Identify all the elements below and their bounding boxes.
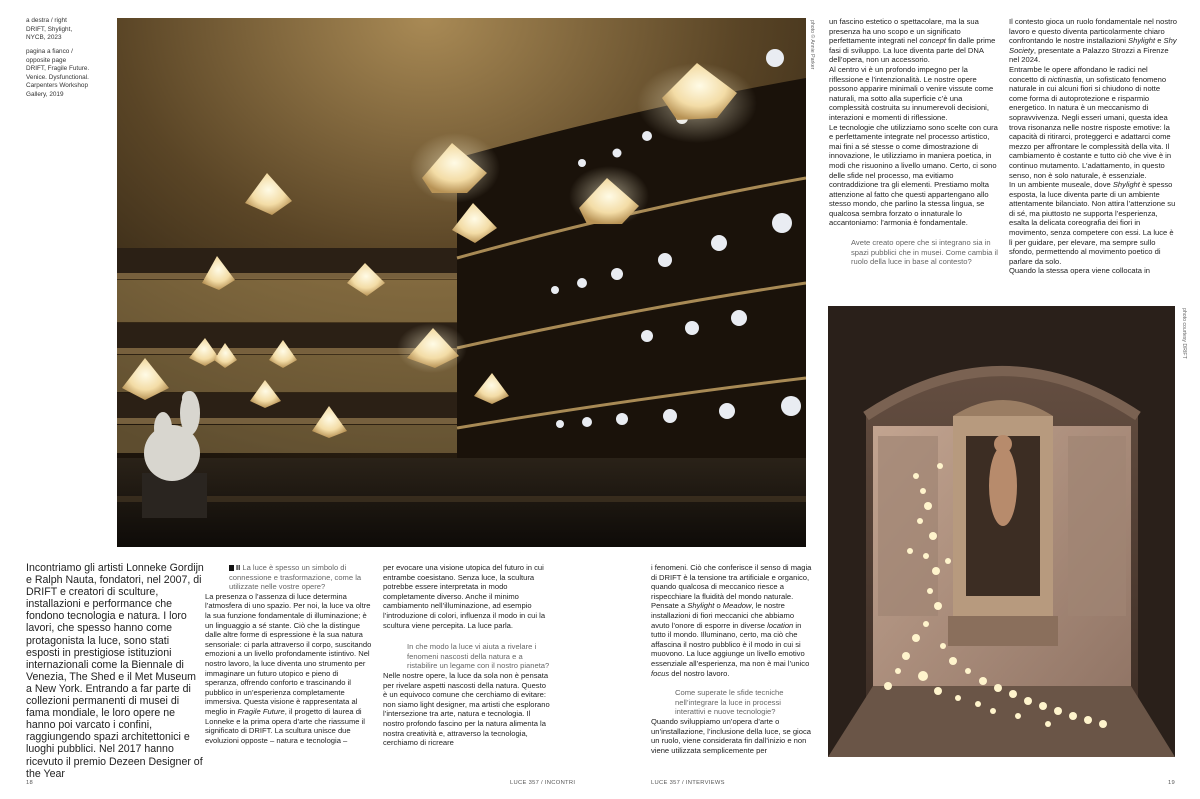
photo-fragile-future-venice [828,306,1175,757]
page-number-right: 19 [1168,780,1176,786]
shylight-photo-illustration [117,18,806,547]
answer-3: Quando sviluppiamo un’opera d’arte o un’installazione, l’inclusione della luce, se gioca un ruolo, viene considerata fin dall’inizio e non viene utilizzata semplicemente per [651,716,811,755]
answer-1: La presenza o l’assenza di luce determina l’atmosfera di uno spazio. Per noi, la luce va oltre la sua funzione fondamentale di illuminazione; è un linguaggio a sé stante. Ciò che la distingue dalle altre forme di espressione è la sua natura sensoriale: ci parla attraverso il corpo, suscitando emozioni a un livello profondamente istintivo. Nel nostro lavoro, la luce diventa uno strumento per immaginare un futuro utopico e pieno di speranza, offrendo conforto e trascinando il pubblico in un’esperienza completamente immersiva. Questa visione è rappresentata al meglio in Fragile Future, il progetto di laurea di Lonneke e la prima opera d’arte che riassume il significato di DRIFT. La scultura unisce due evoluzioni opposte – natura e tecnologia – [205,591,372,745]
caption-opposite-page: pagina a fianco / opposite page DRIFT, Fragile Future. Venice. Dysfunctional. Carpenters Workshop Gallery, 2019 [26,48,90,98]
question-1: II La luce è spesso un simbolo di connessione e trasformazione, come la utilizzate nelle vostre opere? [229,563,362,592]
fragile-future-photo-illustration [828,306,1175,757]
photo-shylight-nycb [117,18,806,547]
footer-section-left: LUCE 357 / INCONTRI [510,780,576,786]
article-column-3 [651,563,813,755]
question-4: Avete creato opere che si integrano sia in spazi pubblici che in musei. Come cambia il ruolo della luce in base al contesto? [851,238,998,267]
answer-2-cont: i fenomeni. Ciò che conferisce il senso di magia di DRIFT è la tensione tra artificiale e organico, quando qualcosa di meccanico riesce a rispecchiare la fluidità del mondo naturale. Pensate a Shylight o Meadow, le nostre installazioni di fiori meccanici che abbiamo avuto l’onore di esporre in diverse location in tutto il mondo. Illuminano, certo, ma ciò che affascina il nostro pubblico è il modo in cui si muovono. La luce aggiunge un livello emotivo essenziale all’esperienza, ma non è mai l’unico focus del nostro lavoro. [651,563,812,678]
question-2: In che modo la luce vi aiuta a rivelare i fenomeni nascosti della natura e a ristabilire un legame con il nostro pianeta? [407,642,550,671]
article-column-4: un fascino estetico o spettacolare, ma la sua presenza ha uno scopo e un significato perfettamente integrati nel concept fin dalle prime fasi di sviluppo. La luce diventa parte del DNA dell’opera, non un accessorio. Al centro vi è un profondo impegno per la riflessione e l’intenzionalità. Le nostre opere possono apparire minimali o venire vissute come naturali, ma sotto alla superficie c’è una complessità costruita su innumerevoli decisioni, interazioni e momenti di riflessione. Le tecnologie che utilizziamo sono scelte con cura e perfettamente integrate nel processo artistico, mai fini a sé stesse o come dimostrazione di innovazione, le utilizziamo in maniera poetica, in modi che risuonino a livello umano. Certo, ci sono delle sfide nel processo, ma evitiamo contraddizione tra gli elementi. Prestiamo molta attenzione al fatto che questi appartengano allo stesso mondo, che parlino la stessa lingua, se qualcosa sembra forzato o innaturale lo accantoniamo: l’armonia è fondamentale. Avete creato opere che si integrano sia in spazi pubblici che in musei. Come cambia il ruolo della luce in base al contesto? [829,17,998,267]
answer-1-cont: per evocare una visione utopica del futuro in cui entrambe coesistano. Senza luce, la scultura potrebbe essere interpretata in modo completamente diverso. Anche il minimo cambiamento nell’illuminazione, ad esempio l’introduzione di colori, influenza il modo in cui la scultura viene percepita. La luce parla. [383,563,546,630]
page-number-left: 18 [26,780,34,786]
intro-paragraph: Incontriamo gli artisti Lonneke Gordijn e Ralph Nauta, fondatori, nel 2007, di DRIFT e creatori di sculture, installazioni e performance che fondono tecnologia e natura. I loro lavori, che spesso hanno come protagonista la luce, sono stati esposti in prestigiose istituzioni internazionali come la Biennale di Venezia, The Shed e il Met Museum a New York. Entrando a far parte di collezioni permanenti di musei di fama mondiale, le loro opere ne hanno poi varcato i confini, raggiungendo spazi architettonici e luoghi pubblici. Nel 2017 hanno ricevuto il premio Dezeen Designer of the Year [26,562,204,780]
caption-right-photo: a destra / right DRIFT, Shylight, NYCB, 2023 [26,17,73,42]
answer-4: Il contesto gioca un ruolo fondamentale nel nostro lavoro e questo diventa particolarmente chiaro confrontando le nostre installazioni Shylight e Shy Society, presentate a Palazzo Strozzi a Firenze nel 2024. [1009,17,1178,65]
section-marker-icon [229,565,234,571]
footer-section-right: LUCE 357 / INTERVIEWS [651,780,725,786]
photo-credit-2: photo courtesy DRIFT [1181,308,1187,359]
photo-credit-1: photo © Annie Parker [809,20,815,70]
article-column-5: Il contesto gioca un ruolo fondamentale nel nostro lavoro e questo diventa particolarmente chiaro confrontando le nostre installazioni Shylight e Shy Society, presentate a Palazzo Strozzi a Firenze nel 2024. Entrambe le opere affondano le radici nel concetto di nictinastia, un sofisticato fenomeno naturale in cui alcuni fiori si chiudono di notte come forma di autoprotezione e risparmio energetico. In natura è un meccanismo di sopravvivenza. Negli esseri umani, questa idea trova risonanza nelle nostre risposte emotive: la capacità di ritirarci, proteggerci e adattarci come mezzo per affrontare le complessità della vita. Il cambiamento è costante e tutto ciò che vive è in continuo mutamento. L’adattamento, in questo senso, non è solo naturale, è essenziale. In un ambiente museale, dove Shylight è spesso esposta, la luce diventa parte di un ambiente attentamente bilanciato. Non attira l’attenzione su di sé, ma piuttosto ne supporta l’esperienza, esalta la delicata coreografia dei fiori in movimento, senza competere con essi. La luce è lì per guidare, per elevare, ma sempre sullo sfondo, permettendo al movimento poetico di parlare da solo. Quando la stessa opera viene collocata in [1009,17,1178,276]
question-3: Come superate le sfide tecniche nell’integrare la luce in processi interattivi e nuove tecnologie? [675,688,784,717]
article-column-2 [383,563,551,748]
answer-2: Nelle nostre opere, la luce da sola non è pensata per rivelare aspetti nascosti della natura. Questo è un equivoco comune che cerchiamo di evitare: non siamo light designer, ma artisti che esplorano l’intersezione tra arte, natura e tecnologia. Il nostro profondo fascino per la natura alimenta la nostra creatività e, attraverso la tecnologia, cerchiamo di ricreare [383,670,550,748]
answer-3-cont: un fascino estetico o spettacolare, ma la sua presenza ha uno scopo e un significato perfettamente integrati nel concept fin dalle prime fasi di sviluppo. La luce diventa parte del DNA dell’opera, non un accessorio. [829,17,996,65]
article-column-1 [205,563,373,745]
